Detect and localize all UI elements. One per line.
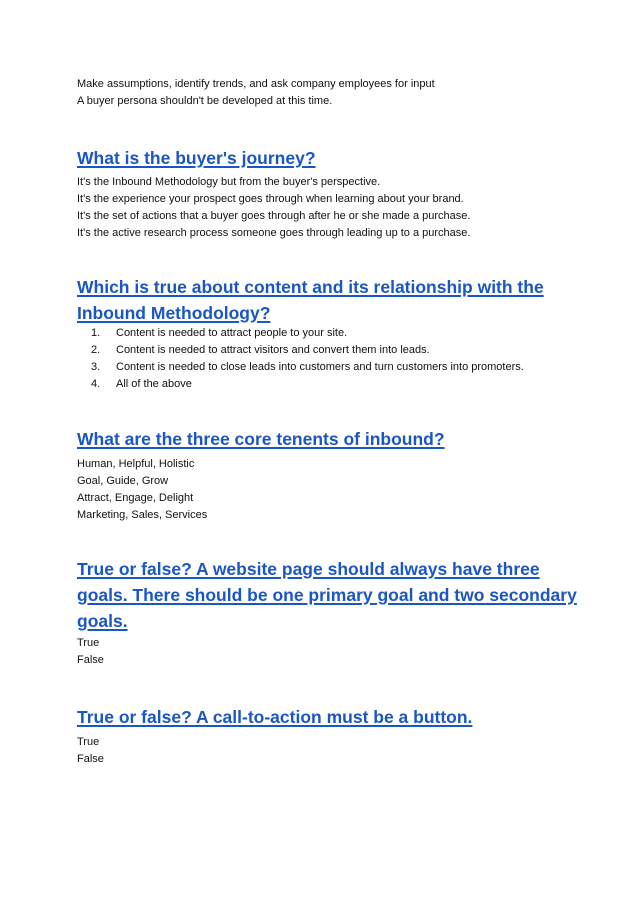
answer-option: True — [77, 736, 100, 748]
answer-option: Goal, Guide, Grow — [77, 475, 169, 487]
answer-option: It's the active research process someone goes through leading up to a purchase. — [77, 227, 471, 239]
intro-line: Make assumptions, identify trends, and ask company employees for input — [77, 78, 435, 90]
answer-options — [77, 734, 104, 768]
list-item-text: All of the above — [116, 378, 192, 390]
list-item-text: Content is needed to attract people to your site. — [116, 327, 348, 339]
list-item-text: Content is needed to close leads into customers and turn customers into promoters. — [116, 361, 524, 373]
answer-options — [77, 174, 470, 242]
answer-option: It's the Inbound Methodology but from the buyer's perspective. — [77, 176, 381, 188]
list-number: 3. — [91, 361, 101, 373]
answer-option: It's the set of actions that a buyer goes through after he or she made a purchase. — [77, 210, 471, 222]
answer-option: False — [77, 654, 104, 666]
list-item — [77, 376, 524, 393]
list-number: 4. — [91, 378, 101, 390]
list-item — [77, 325, 524, 342]
intro-text — [77, 76, 435, 110]
answer-option: Attract, Engage, Delight — [77, 492, 194, 504]
answer-options — [77, 456, 207, 524]
intro-line: A buyer persona shouldn't be developed at this time. — [77, 95, 333, 107]
question-heading-content-inbound: Which is true about content and its relationship with the Inbound Methodology? — [77, 277, 544, 323]
answer-option: It's the experience your prospect goes through when learning about your brand. — [77, 193, 464, 205]
answer-option: False — [77, 753, 104, 765]
question-heading-buyers-journey: What is the buyer's journey? — [77, 148, 316, 168]
list-number: 2. — [91, 344, 101, 356]
answer-option: Marketing, Sales, Services — [77, 509, 208, 521]
answer-option: Human, Helpful, Holistic — [77, 458, 195, 470]
question-heading-website-goals: True or false? A website page should always have three goals. There should be one primary goal and two secondary goals. — [77, 559, 577, 631]
answer-option: True — [77, 637, 100, 649]
answer-options — [77, 635, 104, 669]
list-item — [77, 342, 524, 359]
question-heading-call-to-action: True or false? A call-to-action must be a button. — [77, 707, 473, 727]
list-number: 1. — [91, 327, 101, 339]
question-heading-core-tenents: What are the three core tenents of inbound? — [77, 429, 445, 449]
list-item-text: Content is needed to attract visitors and convert them into leads. — [116, 344, 430, 356]
list-item — [77, 359, 524, 376]
numbered-answer-list — [77, 325, 524, 393]
